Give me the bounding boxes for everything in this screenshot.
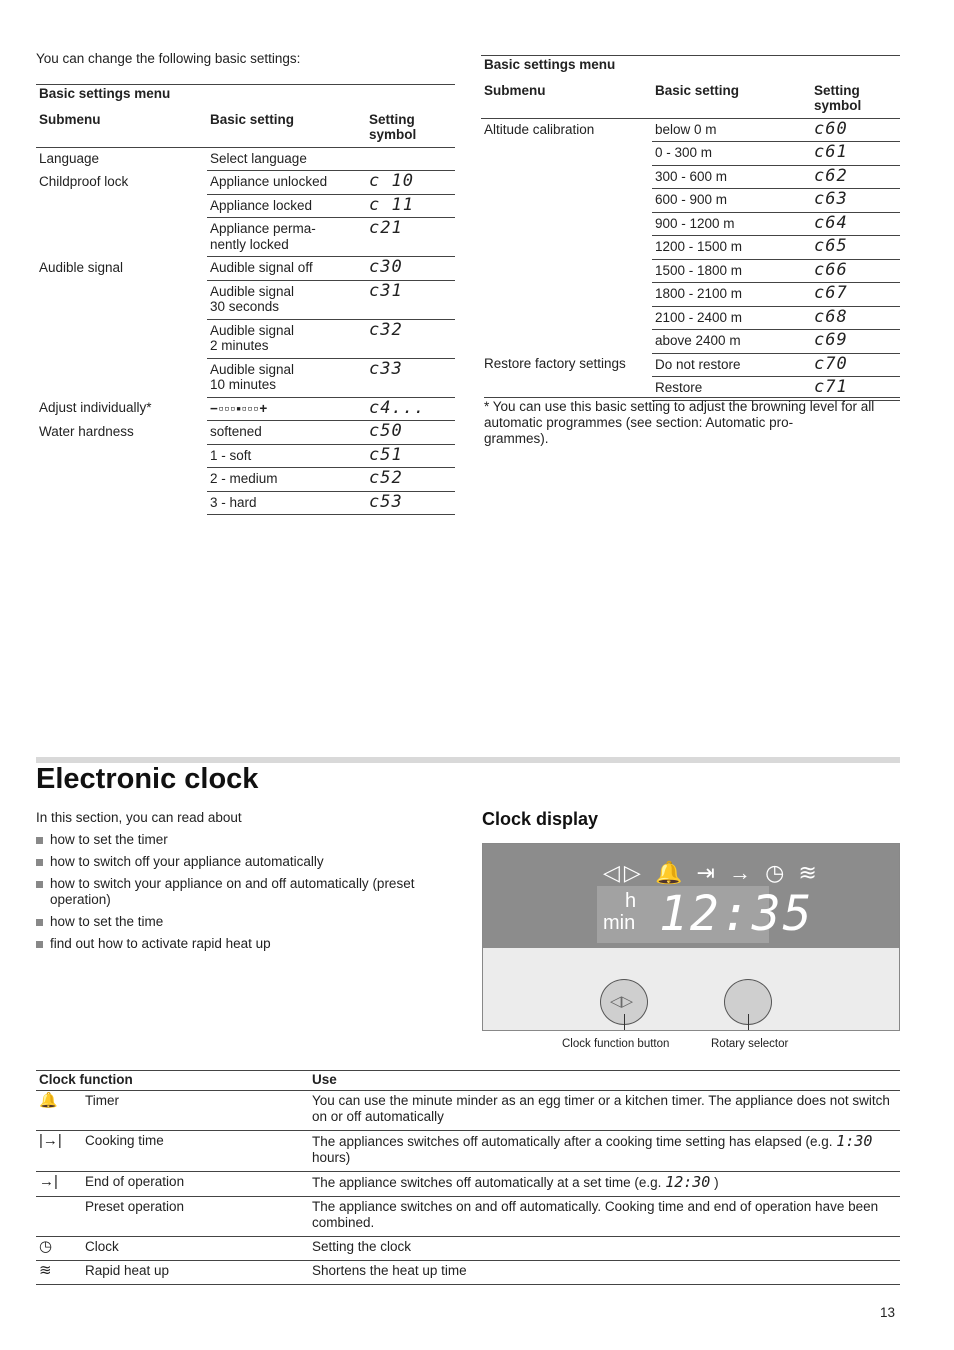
table-row: 🔔 Timer You can use the minute minder as an egg timer or a kitchen timer. The appliance does not switch on or off automatically: [36, 1091, 900, 1131]
bell-icon: 🔔: [36, 1091, 82, 1131]
header-basic-setting: Basic setting: [652, 75, 811, 119]
table-row: ◷ Clock Setting the clock: [36, 1237, 900, 1261]
table-row: 1200 - 1500 m c65: [481, 236, 900, 260]
table-row: Water hardness softened c50: [36, 421, 455, 445]
page-number: 13: [880, 1305, 896, 1320]
list-item: find out how to activate rapid heat up: [36, 936, 456, 952]
table-row: Language Select language: [36, 147, 455, 171]
clock-function-table: [36, 1070, 900, 1285]
lcd-display: [597, 886, 814, 943]
table-row: →| End of operation The appliance switches off automatically at a set time (e.g. 12:30 ): [36, 1172, 900, 1197]
clock-function-button-label: Clock function button: [562, 1038, 670, 1050]
topic-list: [36, 832, 456, 958]
clock-display-heading: Clock display: [482, 809, 599, 829]
list-item: how to switch off your appliance automatically: [36, 854, 456, 870]
table-row: 1500 - 1800 m c66: [481, 259, 900, 283]
leader-line: [748, 1014, 749, 1031]
table-row: 3 - hard c53: [36, 491, 455, 515]
table-title: Basic settings menu: [36, 85, 455, 104]
list-item: how to switch your appliance on and off automatically (preset operation): [36, 876, 456, 908]
table-row: Audible signal Audible signal off c30: [36, 257, 455, 281]
rapid-heat-icon: ≋: [36, 1261, 82, 1285]
table-row: Appliance perma- nently locked c21: [36, 218, 455, 257]
function-icons-row: ◁▷ 🔔 ⇥ → ◷ ≋: [603, 860, 821, 885]
intro-text: You can change the following basic settings:: [36, 51, 301, 66]
table-row: 0 - 300 m c61: [481, 142, 900, 166]
basic-settings-table-right: [481, 55, 900, 401]
table-row: Preset operation The appliance switches on and off automatically. Cooking time and end of operation have been combined.: [36, 1197, 900, 1237]
basic-settings-table-left: [36, 84, 455, 515]
table-row: Altitude calibration below 0 m c60: [481, 118, 900, 142]
hours-unit: h: [625, 890, 637, 912]
rotary-selector-label: Rotary selector: [711, 1038, 789, 1050]
table-row: Audible signal 2 minutes c32: [36, 319, 455, 358]
header-clock-function: Clock function: [36, 1071, 309, 1091]
table-row: 2100 - 2400 m c68: [481, 306, 900, 330]
leader-line: [624, 1014, 625, 1031]
table-row: 2 - medium c52: [36, 468, 455, 492]
clock-icon: ◷: [36, 1237, 82, 1261]
table-row: 600 - 900 m c63: [481, 189, 900, 213]
cooking-time-icon: |→|: [36, 1131, 82, 1172]
header-setting-symbol: Setting symbol: [811, 75, 900, 119]
table-row: Appliance locked c 11: [36, 194, 455, 218]
table-row: Adjust individually* −▫▫▫▪▫▫▫+ c4...: [36, 397, 455, 421]
table-row: Audible signal 30 seconds c31: [36, 280, 455, 319]
table-row: 300 - 600 m c62: [481, 165, 900, 189]
section-intro: In this section, you can read about: [36, 810, 242, 825]
clock-panel-illustration: [482, 843, 900, 1031]
list-item: how to set the timer: [36, 832, 456, 848]
header-submenu: Submenu: [481, 75, 652, 119]
minutes-unit: min: [603, 912, 636, 934]
time-units: [603, 890, 636, 934]
left-right-arrows-icon: ◁▷: [610, 993, 634, 1010]
table-row: above 2400 m c69: [481, 330, 900, 354]
table-row: 1 - soft c51: [36, 444, 455, 468]
table-row: 900 - 1200 m c64: [481, 212, 900, 236]
footnote: * You can use this basic setting to adjust the browning level for all automatic programmes (see section: Automatic pro- grammes).: [484, 397, 900, 447]
header-submenu: Submenu: [36, 104, 207, 148]
table-row: |→| Cooking time The appliances switches off automatically after a cooking time setting has elapsed (e.g. 1:30 hours): [36, 1131, 900, 1172]
table-row: Restore c71: [481, 377, 900, 401]
table-row: 1800 - 2100 m c67: [481, 283, 900, 307]
display-area: [483, 844, 899, 948]
table-row: Audible signal 10 minutes c33: [36, 358, 455, 397]
end-operation-icon: →|: [36, 1172, 82, 1197]
header-use: Use: [309, 1071, 900, 1091]
header-setting-symbol: Setting symbol: [366, 104, 455, 148]
section-title: Electronic clock: [36, 763, 259, 795]
table-row: Restore factory settings Do not restore c70: [481, 353, 900, 377]
table-title: Basic settings menu: [481, 56, 900, 75]
header-basic-setting: Basic setting: [207, 104, 366, 148]
time-readout: 12:35: [659, 886, 814, 942]
table-row: Childproof lock Appliance unlocked c 10: [36, 171, 455, 195]
list-item: how to set the time: [36, 914, 456, 930]
table-row: ≋ Rapid heat up Shortens the heat up time: [36, 1261, 900, 1285]
